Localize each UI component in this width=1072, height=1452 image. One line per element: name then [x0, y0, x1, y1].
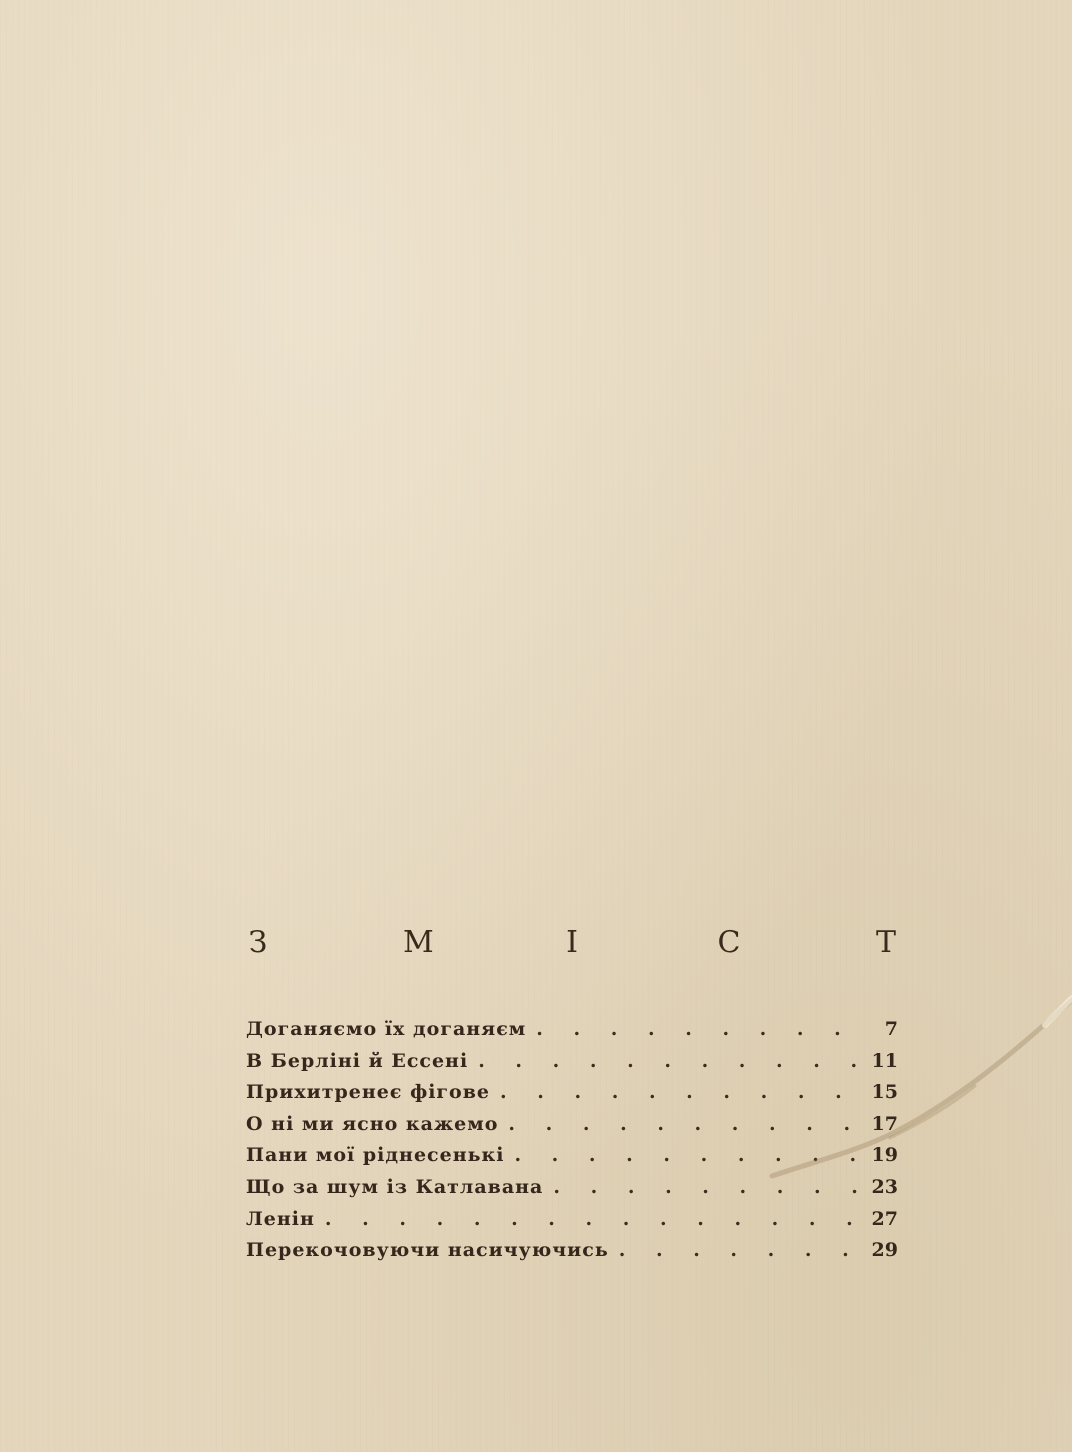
- toc-entry-title: Ленін: [246, 1207, 315, 1230]
- toc-entry-title: Перекочовуючи насичуючись: [246, 1239, 609, 1262]
- dot-leader: [508, 1109, 864, 1141]
- toc-entry: [246, 1172, 898, 1204]
- dot-leader: [619, 1235, 864, 1267]
- heading-letter: М: [403, 924, 434, 960]
- heading-letter: Т: [875, 924, 896, 960]
- toc-entry-title: Доганяємо їх доганяєм: [246, 1018, 527, 1040]
- toc-entry-title: В Берліні й Ессені: [246, 1049, 469, 1072]
- toc-entry-page: 19: [871, 1144, 898, 1167]
- toc-entry: [246, 1077, 898, 1109]
- toc-entry: [246, 1140, 898, 1172]
- dot-leader: [325, 1204, 864, 1236]
- toc-entry: [246, 1204, 898, 1236]
- dot-leader: [478, 1046, 864, 1078]
- toc-entry: [246, 1109, 898, 1141]
- dot-leader: [553, 1172, 864, 1204]
- toc-entry-title: О ні ми ясно кажемо: [246, 1112, 499, 1135]
- toc-entry-title: Пани мої ріднесенькі: [246, 1144, 505, 1167]
- toc-entry-page: 23: [871, 1175, 898, 1198]
- heading-letter: І: [566, 924, 578, 960]
- toc-entry: [246, 1235, 898, 1267]
- toc-entry: [246, 1014, 898, 1046]
- toc-entry-page: 11: [871, 1049, 898, 1072]
- dot-leader: [514, 1140, 864, 1172]
- dot-leader: [536, 1014, 864, 1046]
- toc-entry-page: 7: [884, 1018, 898, 1040]
- toc-entry-title: Прихитренеє фігове: [246, 1081, 491, 1104]
- toc-entry: [246, 1046, 898, 1078]
- heading-letter: С: [717, 924, 741, 960]
- table-of-contents: [246, 1014, 898, 1267]
- toc-entry-page: 17: [871, 1112, 898, 1135]
- toc-entry-title: Що за шум із Катлавана: [246, 1175, 544, 1198]
- dot-leader: [500, 1077, 864, 1109]
- contents-heading: [246, 922, 898, 962]
- heading-letter: З: [248, 924, 268, 960]
- toc-entry-page: 15: [871, 1081, 898, 1104]
- toc-entry-page: 29: [871, 1239, 898, 1262]
- toc-entry-page: 27: [871, 1207, 898, 1230]
